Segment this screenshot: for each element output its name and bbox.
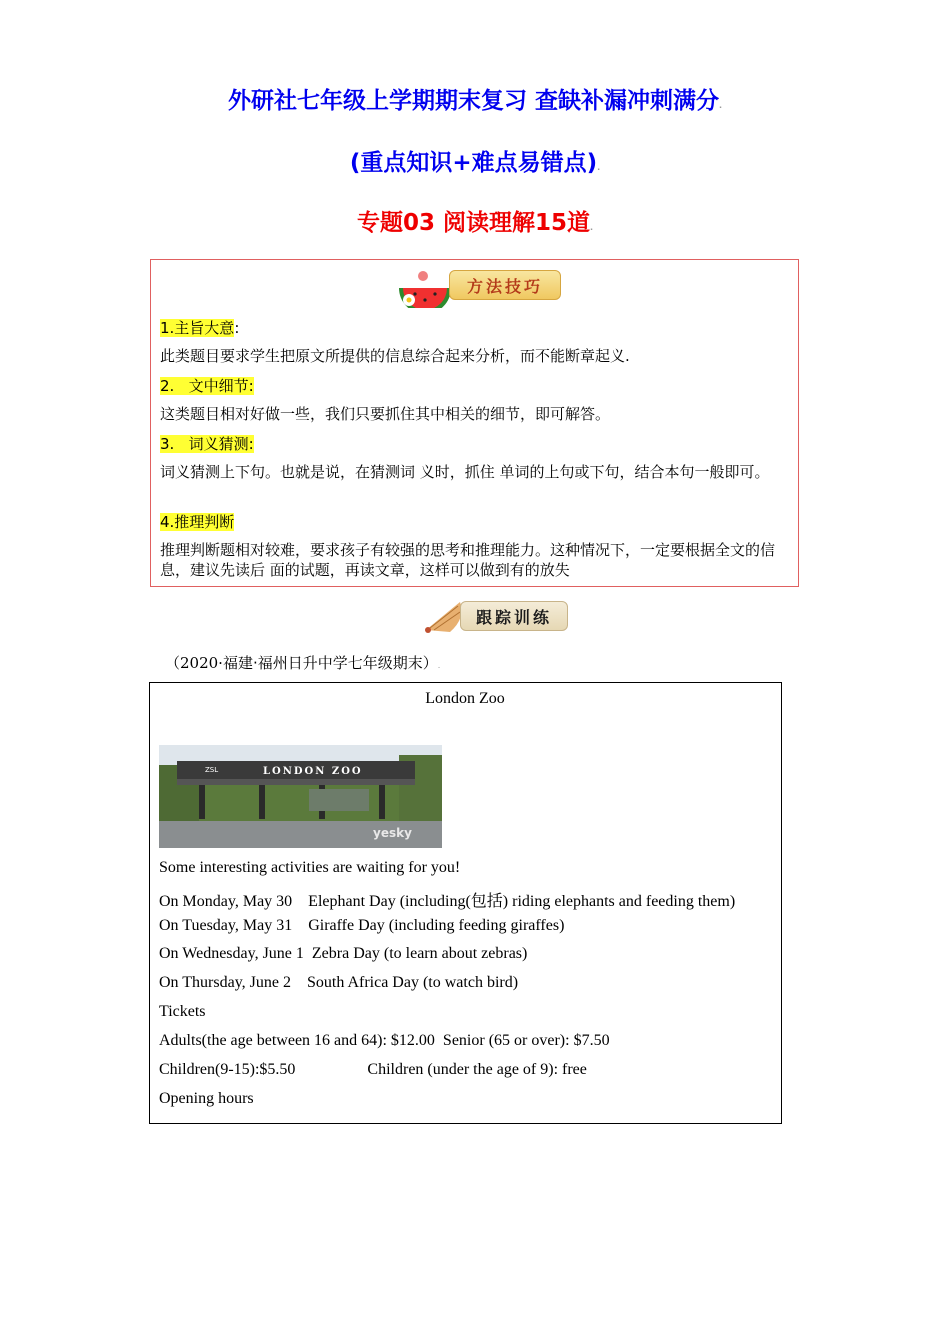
method-item-1-text: 此类题目要求学生把原文所提供的信息综合起来分析，而不能断章起义. [160, 347, 630, 365]
method-item-4-heading: 4.推理判断 [160, 513, 235, 531]
question-source: （2020·福建·福州日升中学七年级期末）. [165, 654, 441, 672]
passage-title: London Zoo [425, 690, 505, 707]
document-subtitle: (重点知识+难点易错点). [349, 150, 601, 176]
photo-watermark: yesky [373, 826, 412, 840]
method-item-3-heading: 3. 词义猜测: [160, 435, 254, 453]
london-zoo-photo [159, 745, 442, 848]
method-item-2-text: 这类题目相对好做一些，我们只要抓住其中相关的细节，即可解答。 [160, 405, 611, 423]
method-item-4-text: 推理判断题相对较难，要求孩子有较强的思考和推理能力。这种情况下，一定要根据全文的信息，建议先读后 面的试题，再读文章，这样可以做到有的放失 [160, 541, 776, 579]
ticket-line: Children(9-15):$5.50 Children (under the age of 9): free [159, 1061, 587, 1078]
topic-title: 专题03 阅读理解15道. [356, 210, 594, 236]
schedule-line: On Wednesday, June 1 Zebra Day (to learn about zebras) [159, 945, 528, 962]
method-item-3-text: 词义猜测上下句。也就是说，在猜测词 义时，抓住 单词的上句或下句，结合本句一般即可。 [160, 463, 770, 481]
training-banner [420, 596, 568, 636]
schedule-line: On Tuesday, May 31 Giraffe Day (including feeding giraffes) [159, 917, 565, 934]
schedule-line: On Thursday, June 2 South Africa Day (to watch bird) [159, 974, 519, 991]
method-banner [395, 262, 561, 308]
tickets-heading: Tickets [159, 1003, 206, 1020]
zoo-sign-small: ZSL [205, 766, 219, 774]
method-item-2-heading: 2. 文中细节: [160, 377, 254, 395]
opening-hours-heading: Opening hours [159, 1090, 254, 1107]
watermelon-icon [395, 262, 455, 308]
ticket-line: Adults(the age between 16 and 64): $12.00 Senior (65 or over): $7.50 [159, 1032, 610, 1049]
training-banner-label: 跟踪训练 [460, 601, 568, 631]
schedule-line: On Monday, May 30 Elephant Day (including(包括) riding elephants and feeding them) [159, 893, 736, 910]
method-item-1-heading: 1.主旨大意: [160, 319, 240, 337]
passage-intro: Some interesting activities are waiting for you! [159, 859, 461, 876]
document-title: 外研社七年级上学期期末复习 查缺补漏冲刺满分. [227, 88, 723, 114]
method-banner-label: 方法技巧 [449, 270, 561, 300]
zoo-sign-text: LONDON ZOO [263, 766, 363, 777]
